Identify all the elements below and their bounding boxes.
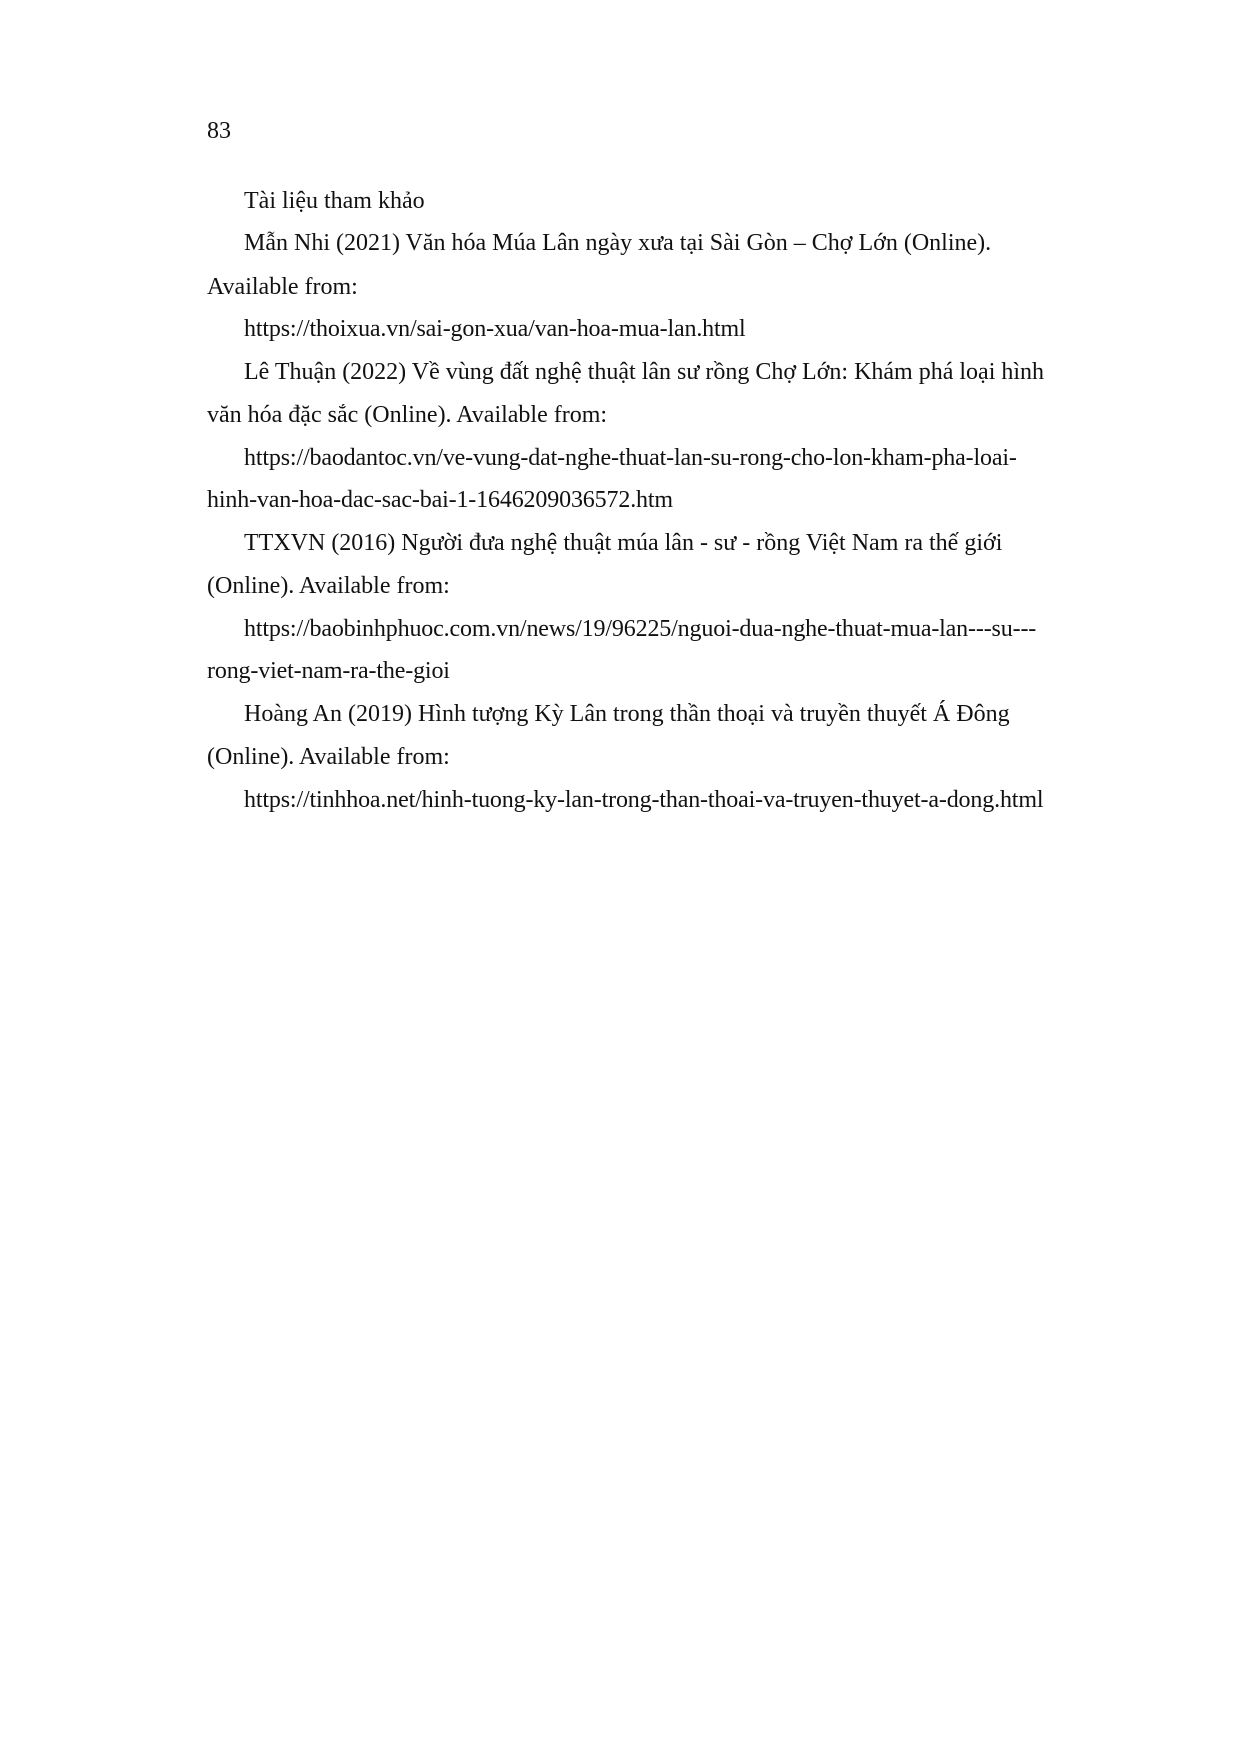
reference-3-line-1: TTXVN (2016) Người đưa nghệ thuật múa lân - sư - rồng Việt Nam ra thế giới <box>244 530 1003 556</box>
reference-2-line-1: Lê Thuận (2022) Về vùng đất nghệ thuật lân sư rồng Chợ Lớn: Khám phá loại hình <box>244 359 1045 385</box>
reference-2-line-2: văn hóa đặc sắc (Online). Available from: <box>207 402 608 428</box>
reference-4-line-2: (Online). Available from: <box>207 744 450 770</box>
reference-3-url-line-1[interactable]: https://baobinhphuoc.com.vn/news/19/96225/nguoi-dua-nghe-thuat-mua-lan---su--- <box>244 616 1037 642</box>
reference-1-line-1: Mẫn Nhi (2021) Văn hóa Múa Lân ngày xưa tại Sài Gòn – Chợ Lớn (Online). <box>244 230 992 256</box>
reference-2-url-line-1[interactable]: https://baodantoc.vn/ve-vung-dat-nghe-thuat-lan-su-rong-cho-lon-kham-pha-loai- <box>244 445 1017 471</box>
reference-3-url-line-2[interactable]: rong-viet-nam-ra-the-gioi <box>207 658 450 684</box>
reference-1-line-2: Available from: <box>207 274 358 300</box>
reference-4-url[interactable]: https://tinhhoa.net/hinh-tuong-ky-lan-trong-than-thoai-va-truyen-thuyet-a-dong.html <box>244 787 1044 813</box>
reference-1-url[interactable]: https://thoixua.vn/sai-gon-xua/van-hoa-mua-lan.html <box>244 316 746 342</box>
reference-2-url-line-2[interactable]: hinh-van-hoa-dac-sac-bai-1-1646209036572.htm <box>207 487 673 513</box>
page-number: 83 <box>207 118 231 144</box>
references-heading: Tài liệu tham khảo <box>244 188 425 214</box>
reference-3-line-2: (Online). Available from: <box>207 573 450 599</box>
reference-4-line-1: Hoàng An (2019) Hình tượng Kỳ Lân trong thần thoại và truyền thuyết Á Đông <box>244 701 1010 727</box>
